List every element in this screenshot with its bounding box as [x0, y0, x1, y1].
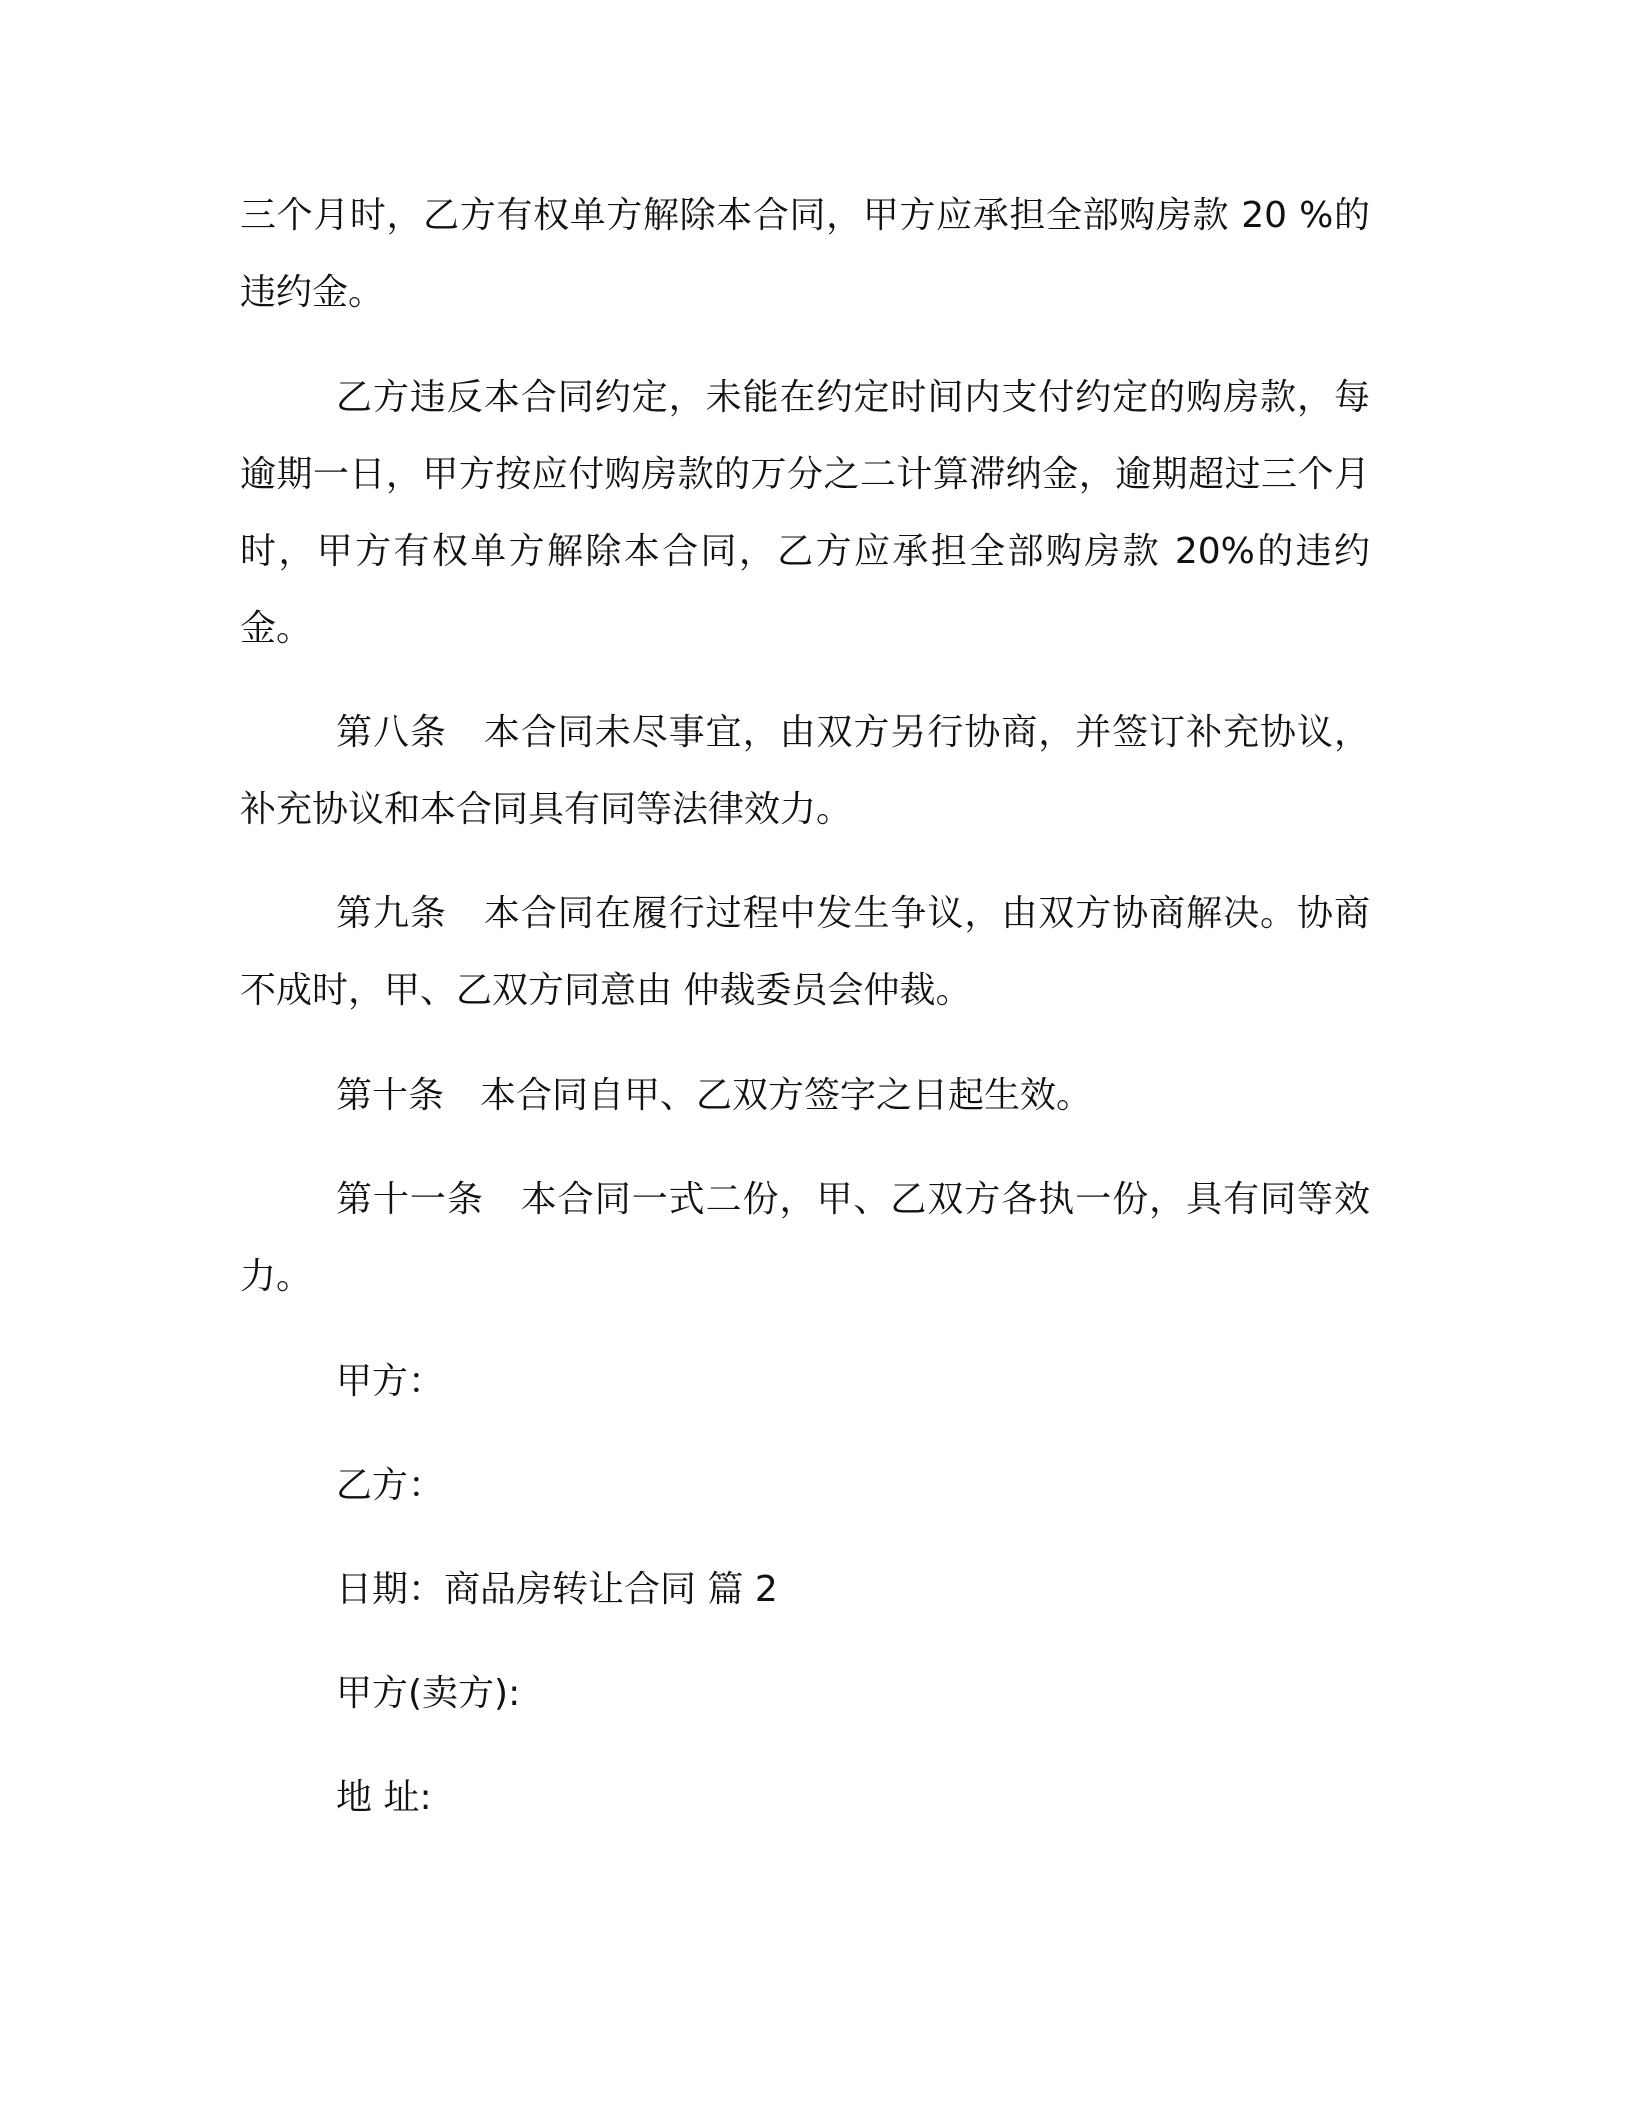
party-b-label: 乙方：: [336, 1465, 445, 1506]
article-8: 第八条 本合同未尽事宜，由双方另行协商，并签订补充协议，补充协议和本合同具有同等法律效力。: [240, 712, 1370, 830]
address-label: 地 址:: [336, 1777, 432, 1818]
party-a-label: 甲方：: [336, 1361, 445, 1402]
date-line: 日期：商品房转让合同 篇 2: [336, 1569, 778, 1610]
article-10: 第十条 本合同自甲、乙双方签字之日起生效。: [336, 1075, 1093, 1116]
paragraph-buyer-breach: 乙方违反本合同约定，未能在约定时间内支付约定的购房款，每逾期一日，甲方按应付购房款的万分之二计算滞纳金，逾期超过三个月时，甲方有权单方解除本合同，乙方应承担全部购房款 20%的违约金。: [240, 377, 1370, 649]
article-9: 第九条 本合同在履行过程中发生争议，由双方协商解决。协商不成时，甲、乙双方同意由 仲裁委员会仲裁。: [240, 893, 1370, 1011]
paragraph-continuation: 三个月时，乙方有权单方解除本合同，甲方应承担全部购房款 20 %的违约金。: [240, 195, 1370, 313]
article-11: 第十一条 本合同一式二份，甲、乙双方各执一份，具有同等效力。: [240, 1179, 1370, 1297]
seller-label: 甲方(卖方):: [336, 1673, 521, 1714]
